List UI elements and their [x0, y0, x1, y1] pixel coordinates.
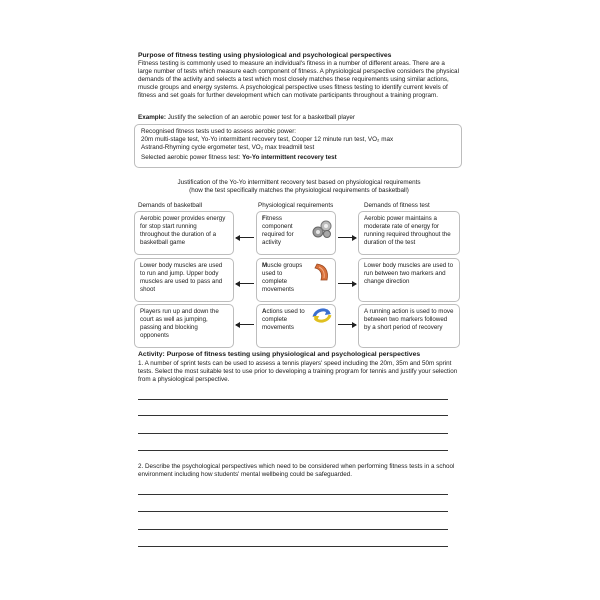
row1-basketball-demand: Aerobic power provides energy for stop start running throughout the duration of a basketball game [134, 211, 234, 255]
column-header-physiological: Physiological requirements [258, 202, 334, 209]
row1-right-arrow [338, 237, 356, 238]
arrows-icon [311, 305, 333, 325]
row1-fitness-test-demand: Aerobic power maintains a moderate rate of energy for running required throughout the duration of the test [358, 211, 460, 255]
example-text: Justify the selection of an aerobic power test for a basketball player [166, 114, 356, 121]
intro-paragraph: Fitness testing is commonly used to measure an individual's fitness in a number of different areas. There are a large number of tests which measure each component of fitness. A physiological perspective considers the physical demands of the activity and selects a test which most closely matches these requirements using similar actions, muscle groups and energy systems. A psychological perspective uses fitness testing to identify current levels of fitness and set goals for further development which can motivate participants throughout a training program. [138, 60, 459, 100]
answer-line[interactable] [138, 415, 448, 416]
recognised-tests-list-2: Astrand-Rhyming cycle ergometer test, VO₂ max treadmill test [141, 144, 315, 152]
answer-line[interactable] [138, 450, 448, 451]
activity-title: Activity: Purpose of fitness testing using physiological and psychological perspectives [138, 351, 421, 358]
answer-line[interactable] [138, 529, 448, 530]
row2-right-arrow [338, 283, 356, 284]
muscle-icon [311, 262, 333, 282]
row3-initial: A [262, 308, 267, 315]
selected-test-line [141, 154, 459, 162]
page-title: Purpose of fitness testing using physiological and psychological perspectives [138, 52, 392, 59]
column-header-basketball: Demands of basketball [138, 202, 203, 209]
row2-requirement-text: uscle groups used to complete movements [262, 262, 303, 293]
answer-line[interactable] [138, 494, 448, 495]
column-header-fitness-test: Demands of fitness test [364, 202, 430, 209]
row1-left-arrow [236, 237, 254, 238]
cogs-icon [311, 219, 333, 239]
row2-fitness-test-demand: Lower body muscles are used to run between two markers and change direction [358, 258, 460, 302]
row2-initial: M [262, 262, 268, 269]
activity-question-1: 1. A number of sprint tests can be used to assess a tennis players' speed including the 20m, 35m and 50m sprint tests. Select the most suitable test to use prior to developing a training program for tennis and justify your selection from a physiological perspective. [138, 360, 458, 384]
example-label: Example: [138, 114, 166, 121]
row3-left-arrow [236, 324, 254, 325]
row1-initial: F [262, 215, 266, 222]
answer-line[interactable] [138, 546, 448, 547]
row2-basketball-demand: Lower body muscles are used to run and jump. Upper body muscles are used to pass and shoot [134, 258, 234, 302]
justification-line-2: (how the test specifically matches the physiological requirements of basketball) [189, 187, 409, 195]
recognised-tests-list-1: 20m multi-stage test, Yo-Yo intermittent recovery test, Cooper 12 minute run test, VO₂ max [141, 136, 394, 144]
justification-heading [138, 179, 460, 195]
answer-line[interactable] [138, 511, 448, 512]
answer-line[interactable] [138, 399, 448, 400]
justification-line-1: Justification of the Yo-Yo intermittent recovery test based on physiological requirements [177, 179, 421, 186]
row2-left-arrow [236, 283, 254, 284]
row3-right-arrow [338, 324, 356, 325]
example-line [138, 114, 468, 122]
row1-requirement-text: itness component required for activity [262, 215, 294, 246]
row3-requirement-text: ctions used to complete movements [262, 308, 305, 331]
selected-test-value: Yo-Yo intermittent recovery test [242, 154, 337, 162]
row3-basketball-demand: Players run up and down the court as well as jumping, passing and blocking opponents [134, 304, 234, 348]
activity-question-2: 2. Describe the psychological perspectives which need to be considered when performing fitness tests in a school environment including how students' mental wellbeing could be safeguarded. [138, 463, 455, 479]
answer-line[interactable] [138, 433, 448, 434]
recognised-tests-heading: Recognised fitness tests used to assess aerobic power: [141, 128, 297, 135]
selected-test-label: Selected aerobic power fitness test: [141, 154, 243, 162]
recognised-tests-box [134, 124, 462, 168]
row3-fitness-test-demand: A running action is used to move between two markers followed by a short period of recovery [358, 304, 460, 348]
